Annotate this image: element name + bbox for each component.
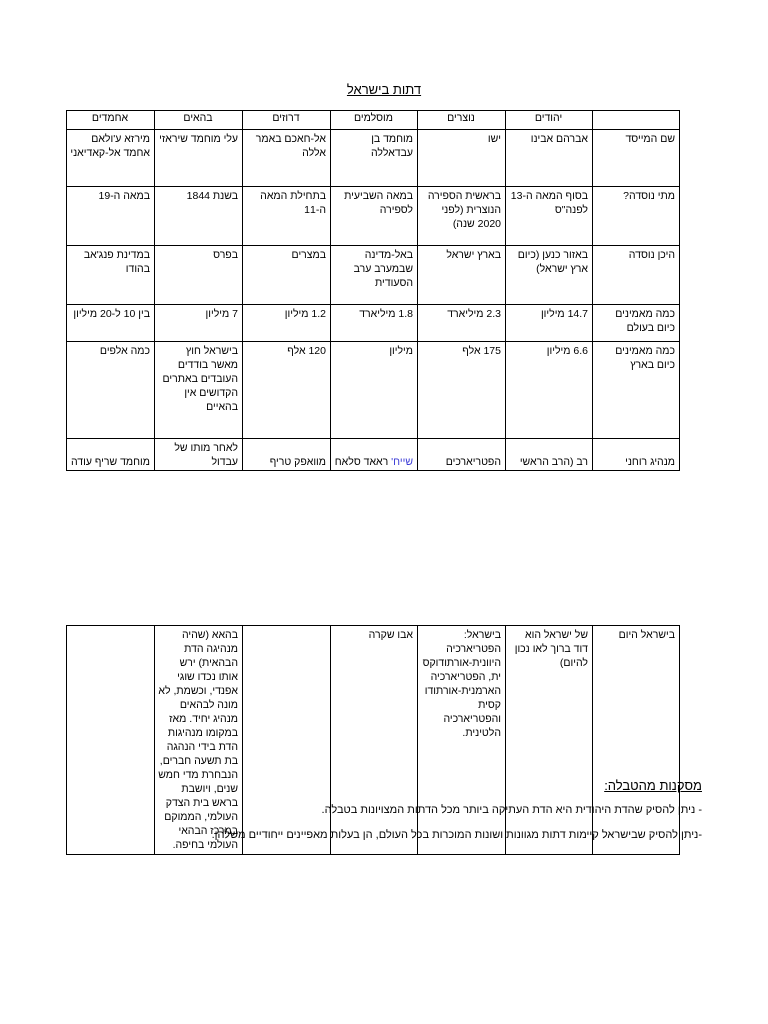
row-label: כמה מאמינים כיום בעולם [593,305,680,342]
religions-table [66,110,680,471]
table-cell: בארץ ישראל [418,246,506,305]
table-cell: רב (הרב הראשי [506,439,593,471]
table-cell: מוחמד בן עבדאללה [331,130,418,187]
table-cell: 7 מיליון [155,305,243,342]
header-cell-muslims: מוסלמים [331,111,418,130]
table-cell: במאה השביעית לספירה [331,187,418,246]
header-cell-druze: דרוזים [243,111,331,130]
row-label: מתי נוסדה? [593,187,680,246]
table-cell: מוואפק טריף [243,439,331,471]
table-row-believers-israel [67,342,680,439]
conclusion-item: -ניתן להסיק שבישראל קיימות דתות מגוונות ושונות המוכרות בכל העולם, הן בעלות מאפיינים ייחודיים משלהן. [211,829,702,841]
header-cell-jews: יהודים [506,111,593,130]
header-cell-ahmadi: אחמדים [67,111,155,130]
table-cell: בהאא (שהיה מנהיגה הדת הבהאית) ירש אותו נכדו שוגי אפנדי, וכשמת, לא מונה לבהאים מנהיג יחיד. מאז במקומו מנהיגות הדת בידי הנהגה בת תשעה חברים, הנבחרת מדי חמש שנים, ויושבת בראש בית הצדק העולמי, הממוקם במרכז הבהאי העולמי בחיפה. [155,626,243,855]
table-cell: בישראל חוץ מאשר בודדים העובדים באתרים הקדושים אין בהאיים [155,342,243,439]
table-cell: אבו שקרה [331,626,418,855]
leader-title: שייח' [391,456,413,468]
table-cell: אברהם אבינו [506,130,593,187]
table-cell: ישו [418,130,506,187]
conclusions-title: מסקנות מהטבלה: [604,778,702,793]
table-cell: כמה אלפים [67,342,155,439]
table-row-spiritual-leader [67,439,680,471]
table-cell: לאחר מותו של עבדול [155,439,243,471]
table-cell: מירזא ע'ולאם אחמד אל-קאדיאני [67,130,155,187]
table-cell: 14.7 מיליון [506,305,593,342]
table-cell: הפטריארכים [418,439,506,471]
page-title: דתות בישראל [346,82,422,97]
table-cell: מיליון [331,342,418,439]
table-cell: של ישראל הוא דוד ברוך לאו נכון להיום) [506,626,593,855]
table-cell: בישראל: הפטריארכיה היוונית-אורתודוקסית, הפטריארכיה הארמנית-אורתודוקסית והפטריארכיה הלטינית. [418,626,506,855]
table-cell: עלי מוחמד שיראזי [155,130,243,187]
table-cell: 120 אלף [243,342,331,439]
leader-name: ראאד סלאח [334,456,392,468]
table-cell: 6.6 מיליון [506,342,593,439]
table-cell: בסוף המאה ה-13 לפנה"ס [506,187,593,246]
table-cell: 175 אלף [418,342,506,439]
table-cell: בין 10 ל-20 מיליון [67,305,155,342]
header-cell-bahai: בהאים [155,111,243,130]
table-cell: בראשית הספירה הנוצרית (לפני 2020 שנה) [418,187,506,246]
table-row-believers-world [67,305,680,342]
leaders-continuation-table [66,625,680,855]
table-row-founder [67,130,680,187]
table-cell [67,626,155,855]
table-cell: בישראל היום [593,626,680,855]
header-cell [593,111,680,130]
table-row [67,626,680,855]
table-cell: במצרים [243,246,331,305]
table-cell: במאה ה-19 [67,187,155,246]
table-cell: מוחמד שריף עודה [67,439,155,471]
table-cell: בתחילת המאה ה-11 [243,187,331,246]
table-row-founded-where [67,246,680,305]
conclusion-item: - ניתן להסיק שהדת היהודית היא הדת העתיקה ביותר מכל הדתות המצויונות בטבלה. [321,804,702,816]
table-cell: 1.8 מיליארד [331,305,418,342]
row-label: מנהיג רוחני [593,439,680,471]
table-cell [331,439,418,471]
table-header-row [67,111,680,130]
table-cell: 1.2 מיליון [243,305,331,342]
row-label: היכן נוסדה [593,246,680,305]
row-label: שם המייסד [593,130,680,187]
table-cell: באזור כנען (כיום ארץ ישראל) [506,246,593,305]
table-cell: באל-מדינה שבמערב ערב הסעודית [331,246,418,305]
table-row-founded-when [67,187,680,246]
table-cell [243,626,331,855]
table-cell: בשנת 1844 [155,187,243,246]
table-cell: אל-חאכם באמר אללה [243,130,331,187]
header-cell-christians: נוצרים [418,111,506,130]
table-cell: 2.3 מיליארד [418,305,506,342]
table-cell: במדינת פנג'אב בהודו [67,246,155,305]
table-cell: בפרס [155,246,243,305]
row-label: כמה מאמינים כיום בארץ [593,342,680,439]
